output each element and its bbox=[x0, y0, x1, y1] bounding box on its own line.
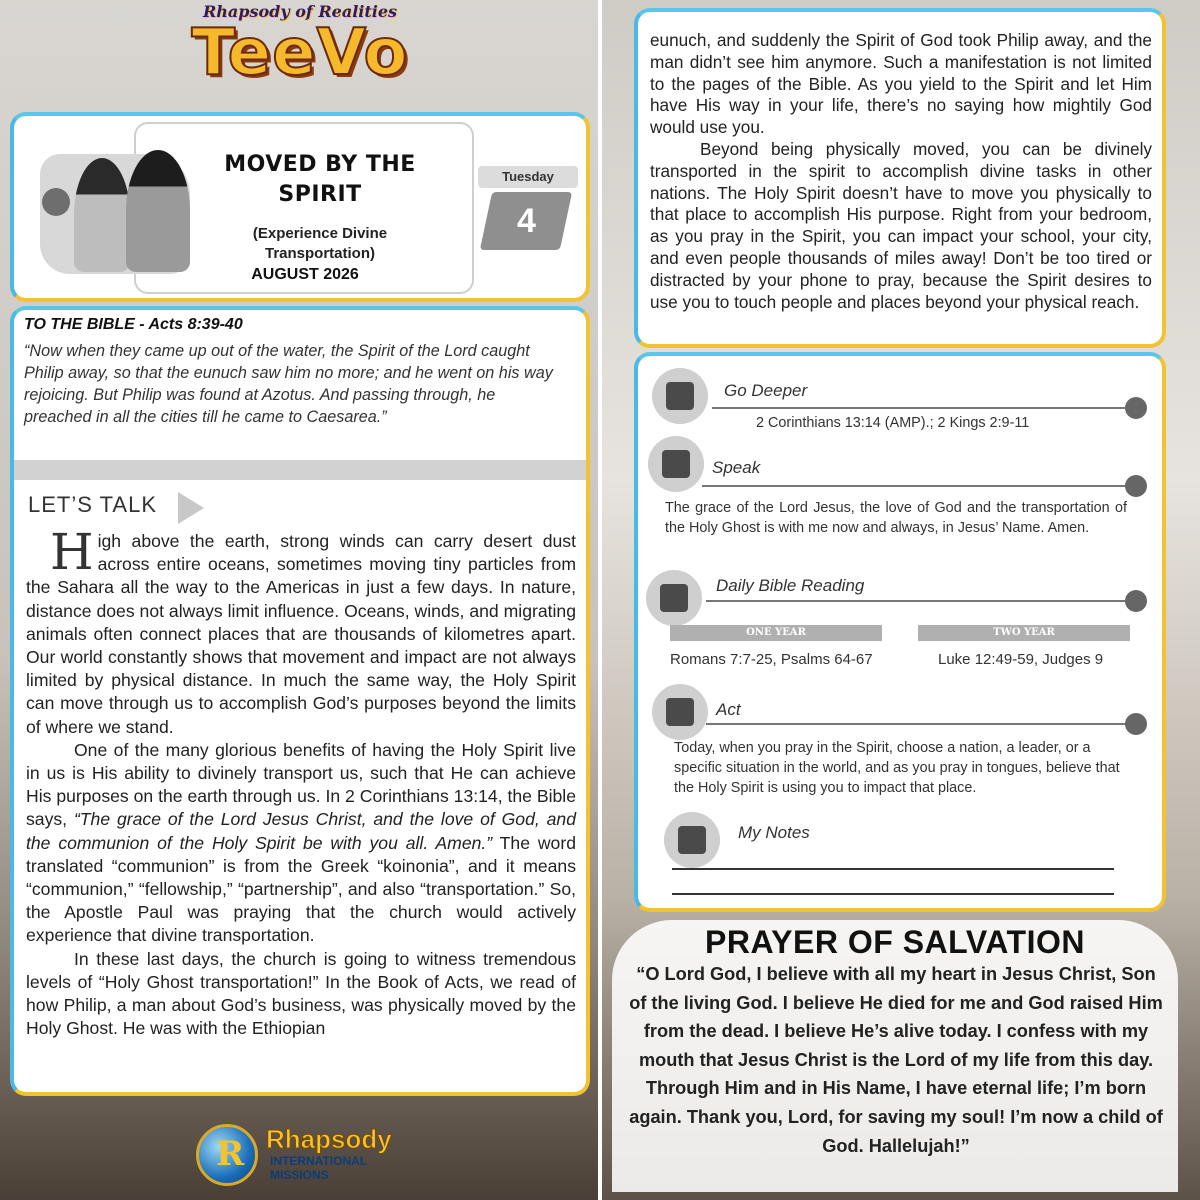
megaphone-icon bbox=[648, 436, 704, 492]
notepad-icon bbox=[664, 812, 720, 868]
paragraph-2: One of the many glorious benefits of having the Holy Spirit live in us is His ability to divinely transport us, such that He can achieve His purposes on the earth through us. In 2 Corinthians 13:14, the Bible says, “The grace of the Lord Jesus Christ, and the love of God, and the communion of the Holy Spirit be with you all. Amen.” The word translated “communion” is from the Greek “koinonia”, and it means “communion,” “fellowship,” “partnership”, and also “transportation.” So, the Apostle Paul was praying that the church would actively experience that divine transportation. bbox=[26, 739, 576, 946]
act-title: Act bbox=[716, 700, 741, 719]
divider-band bbox=[14, 460, 586, 480]
bible-reference: TO THE BIBLE - Acts 8:39-40 bbox=[24, 316, 243, 333]
weekday-label: Tuesday bbox=[478, 166, 578, 188]
act-bullet bbox=[1125, 713, 1147, 735]
continued-paragraph-1: eunuch, and suddenly the Spirit of God took Philip away, and the man didn’t see him anymore. Such a manifestation is not limited to the pages of the Bible. As you yield to the Spirit and let Him have His way in your life, there’s no saying how mightily God would use you. bbox=[650, 30, 1152, 138]
go-deeper-text: 2 Corinthians 13:14 (AMP).; 2 Kings 2:9-11 bbox=[756, 415, 1030, 431]
month-label: AUGUST 2026 bbox=[251, 266, 359, 283]
continued-paragraph-2: Beyond being physically moved, you can be divinely transported in the spirit to accomplish divine tasks in other nations. The Holy Spirit doesn’t have to move you physically to that place to accomplish His purpose. Right from your bedroom, as you pray in the Spirit, you can impact your school, your city, and even people thousands of miles away! Don’t be too tired or distracted by your phone to pray, because the Spirit desires to use you to touch people and places beyond your physical reach. bbox=[650, 138, 1152, 312]
bible-icon bbox=[646, 570, 702, 626]
logo-name: TeeVo bbox=[191, 16, 409, 90]
notes-line-1[interactable] bbox=[672, 868, 1114, 870]
teen-boy-figure bbox=[126, 150, 190, 272]
continued-body bbox=[650, 30, 1152, 313]
go-deeper-bullet bbox=[1125, 397, 1147, 419]
my-notes-title: My Notes bbox=[738, 823, 810, 842]
act-text: Today, when you pray in the Spirit, choose a nation, a leader, or a specific situation in the world, and as you pray in tongues, believe that the Holy Spirit is using you to impact that place. bbox=[674, 740, 1120, 796]
action-icon bbox=[652, 684, 708, 740]
one-year-reading: Romans 7:7-25, Psalms 64-67 bbox=[670, 651, 873, 668]
bible-verse: “Now when they came up out of the water, the Spirit of the Lord caught Philip away, so that the eunuch saw him no more; and he went on his way rejoicing. But Philip was found at Azotus. And passing through, he preached in all the cities till he came to Caesarea.” bbox=[24, 342, 553, 426]
teens-photo bbox=[30, 144, 200, 274]
day-number: 4 bbox=[480, 192, 572, 250]
lets-talk-body bbox=[26, 523, 576, 1040]
play-arrow-icon bbox=[178, 492, 204, 524]
one-year-header: ONE YEAR bbox=[670, 625, 882, 641]
speak-text: The grace of the Lord Jesus, the love of God and the transportation of the Holy Ghost is with me now and always, in Jesus’ Name. Amen. bbox=[665, 500, 1127, 536]
rhapsody-missions-logo: R Rhapsody INTERNATIONAL MISSIONS bbox=[196, 1120, 396, 1190]
daily-reading-line bbox=[706, 600, 1130, 602]
speak-bullet bbox=[1125, 475, 1147, 497]
daily-reading-bullet bbox=[1125, 590, 1147, 612]
ball-icon bbox=[42, 188, 70, 216]
prayer-title: PRAYER OF SALVATION bbox=[705, 924, 1085, 960]
paragraph-3: In these last days, the church is going to witness tremendous levels of “Holy Ghost transportation!” In the Book of Acts, we read of how Philip, a man about God’s business, was physically moved by the Holy Ghost. He was with the Ethiopian bbox=[26, 948, 576, 1039]
two-year-reading: Luke 12:49-59, Judges 9 bbox=[938, 651, 1104, 668]
logo-subtitle: Rhapsody of Realities bbox=[203, 2, 397, 21]
lets-talk-heading: LET’S TALK bbox=[28, 492, 158, 517]
drop-cap: H bbox=[50, 523, 94, 581]
notes-line-2[interactable] bbox=[672, 893, 1114, 895]
speak-line bbox=[702, 485, 1130, 487]
speak-title: Speak bbox=[712, 458, 761, 477]
page-subtitle: (Experience Divine Transportation) bbox=[252, 225, 388, 262]
prayer-text: “O Lord God, I believe with all my heart in Jesus Christ, Son of the living God. I believe He died for me and God raised Him from the dead. I believe He’s alive today. I confess with my mouth that Jesus Christ is the Lord of my life from this day. Through Him and in His Name, I have eternal life; I’m born again. Thank you, Lord, for saving my soul! I’m now a child of God. Hallelujah!” bbox=[629, 964, 1163, 1156]
books-icon bbox=[652, 368, 708, 424]
act-line bbox=[706, 723, 1130, 725]
daily-reading-title: Daily Bible Reading bbox=[716, 576, 865, 595]
teevo-logo bbox=[180, 4, 420, 104]
panel-divider bbox=[598, 0, 602, 1200]
go-deeper-title: Go Deeper bbox=[724, 381, 808, 400]
two-year-header: TWO YEAR bbox=[918, 625, 1130, 641]
go-deeper-line bbox=[712, 407, 1130, 409]
page-title: MOVED BY THE SPIRIT bbox=[224, 152, 416, 207]
paragraph-1: High above the earth, strong winds can carry desert dust across entire oceans, sometimes moving tiny particles from the Sahara all the way to the Americas in just a few days. In nature, distance does not always limit influence. Oceans, winds, and migrating animals often connect places that are thousands of kilometres apart. Our world constantly shows that movement and impact are not always limited by physical distance. In much the same way, the Holy Spirit can move through us to accomplish God’s purposes beyond the limits of where we stand. bbox=[26, 523, 576, 737]
teen-girl-figure bbox=[74, 158, 130, 272]
